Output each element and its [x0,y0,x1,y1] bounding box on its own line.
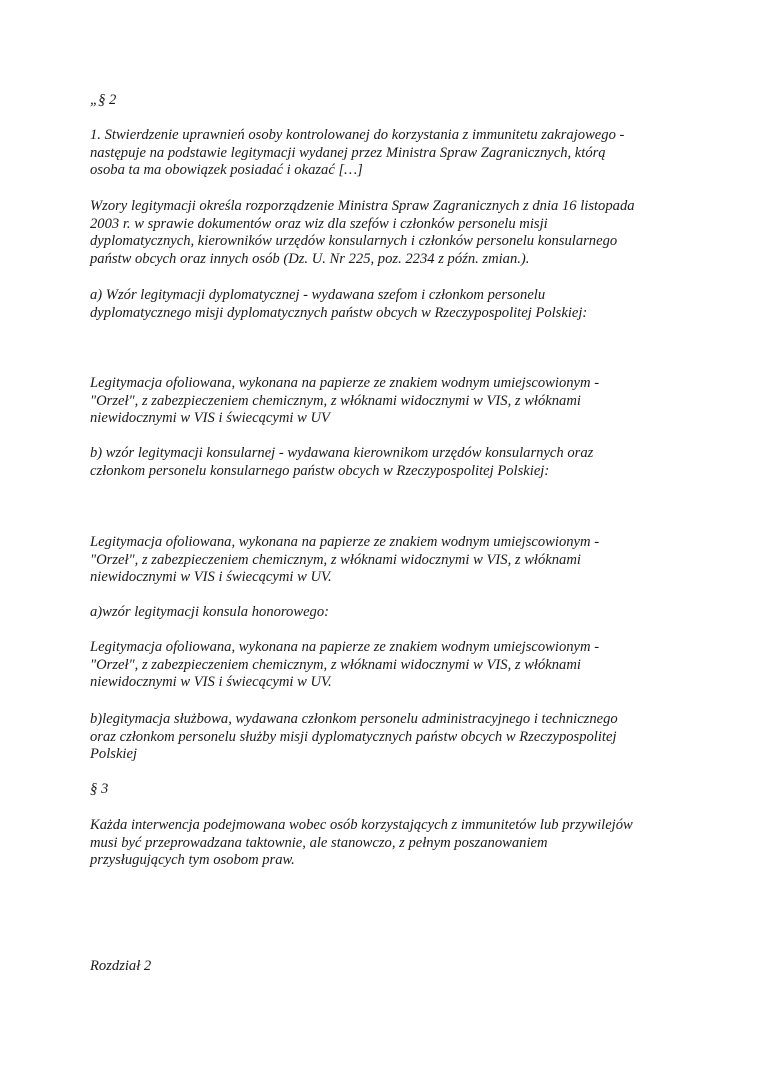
text-line: Rozdział 2 [90,958,152,974]
laminated-id-paragraph-2 [90,534,680,587]
point-1-paragraph [90,127,680,180]
diplomatic-id-paragraph [90,287,680,322]
text-line: państw obcych oraz innych osób (Dz. U. Nr 225, poz. 2234 z późn. zmian.). [90,250,530,267]
text-line: „§ 2 [90,92,117,108]
text-line: niewidocznymi w VIS i świecącymi w UV. [90,569,332,586]
text-line: dyplomatycznych, kierowników urzędów konsularnych i członków personelu konsularnego [90,233,618,250]
text-line: musi być przeprowadzana taktownie, ale stanowczo, z pełnym poszanowaniem [90,834,548,851]
text-line: Polskiej [90,746,138,763]
text-line: Każda interwencja podejmowana wobec osób korzystających z immunitetów lub przywilejów [90,817,633,833]
text-line: 1. Stwierdzenie uprawnień osoby kontrolowanej do korzystania z immunitetu zakrajowego - [90,127,625,143]
text-line: niewidocznymi w VIS i świecącymi w UV. [90,674,332,691]
text-line: przysługujących tym osobom praw. [90,852,295,869]
templates-paragraph [90,198,680,268]
text-line: a)wzór legitymacji konsula honorowego: [90,604,330,620]
chapter-2-heading [90,958,680,976]
text-line: "Orzeł", z zabezpieczeniem chemicznym, z włóknami widocznymi w VIS, z włóknami [90,551,581,568]
laminated-id-paragraph-1 [90,375,680,428]
text-line: osoba ta ma obowiązek posiadać i okazać […] [90,162,363,179]
text-line: członkom personelu konsularnego państw obcych w Rzeczypospolitej Polskiej: [90,462,550,479]
text-line: a) Wzór legitymacji dyplomatycznej - wydawana szefom i członkom personelu [90,287,546,303]
text-line: Legitymacja ofoliowana, wykonana na papierze ze znakiem wodnym umiejscowionym - [90,639,600,655]
text-line: § 3 [90,781,109,797]
text-line: b)legitymacja służbowa, wydawana członkom personelu administracyjnego i technicznego [90,711,618,727]
text-line: Legitymacja ofoliowana, wykonana na papierze ze znakiem wodnym umiejscowionym - [90,534,600,550]
text-line: dyplomatycznego misji dyplomatycznych państw obcych w Rzeczypospolitej Polskiej: [90,304,588,321]
text-line: 2003 r. w sprawie dokumentów oraz wiz dla szefów i członków personelu misji [90,215,548,232]
text-line: b) wzór legitymacji konsularnej - wydawana kierownikom urzędów konsularnych oraz [90,445,594,461]
text-line: następuje na podstawie legitymacji wydanej przez Ministra Spraw Zagranicznych, którą [90,144,606,161]
text-line: "Orzeł", z zabezpieczeniem chemicznym, z włóknami widocznymi w VIS, z włóknami [90,392,581,409]
text-line: oraz członkom personelu służby misji dyplomatycznych państw obcych w Rzeczypospolitej [90,728,617,745]
service-id-paragraph [90,711,680,764]
laminated-id-paragraph-3 [90,639,680,692]
section-3-heading [90,781,680,799]
honorary-consul-paragraph [90,604,680,622]
text-line: "Orzeł", z zabezpieczeniem chemicznym, z włóknami widocznymi w VIS, z włóknami [90,656,581,673]
text-line: niewidocznymi w VIS i świecącymi w UV [90,410,330,427]
text-line: Wzory legitymacji określa rozporządzenie Ministra Spraw Zagranicznych z dnia 16 listopada [90,198,635,214]
section-2-heading [90,92,680,110]
intervention-paragraph [90,817,680,870]
consular-id-paragraph [90,445,680,480]
text-line: Legitymacja ofoliowana, wykonana na papierze ze znakiem wodnym umiejscowionym - [90,375,600,391]
